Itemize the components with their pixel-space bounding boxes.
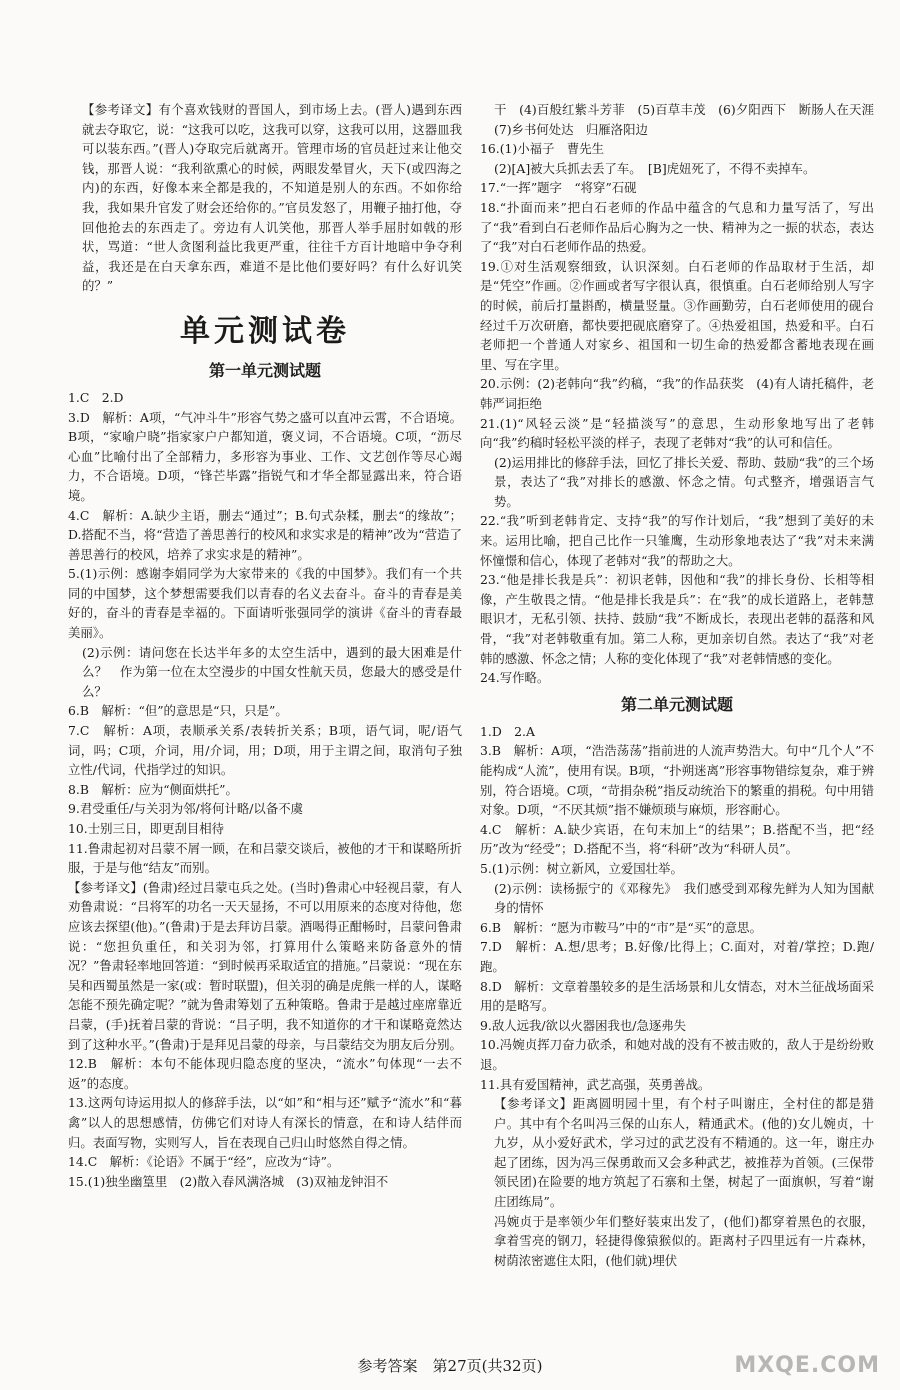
answer-item: 17.“一挥”题字 “将穿”石砚	[480, 180, 637, 196]
answer-item: (2)运用排比的修辞手法，回忆了排长关爱、帮助、鼓励“我”的三个场景，表达了“我”对排长的感激、怀念之情。句式整齐，增强语言气势。	[494, 454, 874, 509]
answer-item: 3.B 解析：A项，“浩浩荡荡”指前进的人流声势浩大。句中“几个人”不能构成“人流”，使用有误。B项，“扑朔迷离”形容事物错综复杂，难于辨别，符合语境。C项，“苛捐杂税”指反动统治下的繁重的捐税。句中用错对象。D项，“不厌其烦”指不嫌烦琐与麻烦，形容耐心。	[480, 743, 874, 818]
answer-item: 【参考译文】距离圆明园十里，有个村子叫谢庄，全村住的都是猎户。其中有个名叫冯三保的山东人，精通武术。(他的)女儿婉贞，十九岁，从小爱好武术，学习过的武艺没有不精通的。这一年，谢庄办起了团练，因为冯三保勇敢而又会多种武艺，被推荐为首领。(三保带领民团)在险要的地方筑起了石寨和土堡，树起了一面旗帜，写着“谢庄团练局”。	[494, 1096, 874, 1210]
answer-item: 20.示例：(2)老韩向“我”约稿，“我”的作品获奖 (4)有人请托稿件，老韩严词拒绝	[480, 376, 874, 411]
answer-item: 干 (4)百般红紫斗芳菲 (5)百草丰茂 (6)夕阳西下 断肠人在天涯 (7)乡书何处达 归雁洛阳边	[494, 102, 887, 137]
answer-item: 【参考译文】(鲁肃)经过吕蒙屯兵之处。(当时)鲁肃心中轻视吕蒙，有人劝鲁肃说：“吕将军的功名一天天显扬，不可以用原来的态度对待他，您应该去探望(他)。”(鲁肃)于是去拜访吕蒙。酒喝得正酣畅时，吕蒙问鲁肃说：“您担负重任，和关羽为邻，打算用什么策略来防备意外的情况？”鲁肃轻率地回答道：“到时候再采取适宜的措施。”吕蒙说：“现在东吴和西蜀虽然是一家(或：暂时联盟)，但关羽的确是虎熊一样的人，谋略怎能不预先确定呢？”就为鲁肃筹划了五种策略。鲁肃于是越过座席靠近吕蒙，(手)抚着吕蒙的背说：“吕子明，我不知道你的才干和谋略竟然达到了这种水平。”(鲁肃)于是拜见吕蒙的母亲，与吕蒙结交为朋友后分别。	[68, 879, 462, 1052]
unit2-title: 第二单元测试题	[620, 694, 733, 714]
answer-item: 11.具有爱国精神，武艺高强，英勇善战。	[480, 1076, 711, 1092]
answer-item: 22.“我”听到老韩肯定、支持“我”的写作计划后，“我”想到了美好的未来。运用比喻，把自己比作一只雏鹰，生动形象地表达了“我”对未来满怀憧憬和信心，体现了老韩对“我”的帮助之大。	[480, 513, 874, 568]
answer-page	[68, 100, 887, 1345]
answer-item: 14.C 解析：《论语》不属于“经”，应改为“诗”。	[68, 1154, 340, 1170]
right-column	[480, 100, 887, 1270]
unit1-title: 第一单元测试题	[208, 360, 321, 380]
answer-item: 5.(1)示例：感谢李娟同学为大家带来的《我的中国梦》。我们有一个共同的中国梦，这个梦想需要我们以青春的名义去奋斗。奋斗的青春是美好的，奋斗的青春是幸福的。下面请听张强同学的演讲《奋斗的青春最美丽》。	[68, 566, 462, 641]
answer-item: 10.士别三日，即更刮目相待	[68, 821, 225, 836]
answer-item: 18.“扑面而来”把白石老师的作品中蕴含的气息和力量写活了，写出了“我”看到白石老师作品后心胸为之一快、精神为之一振的状态，表达了“我”对白石老师作品的热爱。	[480, 199, 874, 255]
answer-item: 12.B 解析：本句不能体现归隐态度的坚决，“流水”句体现“一去不返”的态度。	[68, 1056, 462, 1091]
answer-item: 11.鲁肃起初对吕蒙不屑一顾，在和吕蒙交谈后，被他的才干和谋略所折服，于是与他“结友”而别。	[68, 840, 462, 876]
page-footer: 参考答案 第27页(共32页)	[357, 1357, 543, 1375]
answer-item: 15.(1)独坐幽篁里 (2)散入春风满洛城 (3)双袖龙钟泪不	[68, 1173, 389, 1189]
answer-item: 1.D 2.A	[480, 723, 535, 739]
answer-item: 24.写作略。	[480, 670, 550, 686]
answer-item: 16.(1)小福子 曹先生	[480, 141, 604, 157]
answer-item: 5.(1)示例：树立新风，立爱国壮举。	[480, 860, 683, 876]
answer-item: 1.C 2.D	[68, 389, 124, 405]
answer-item: 13.这两句诗运用拟人的修辞手法，以“如”和“相与还”赋予“流水”和“暮禽”以人的思想感情，仿佛它们对诗人有深长的情意，在和诗人结伴而归。表面写物，实则写人，旨在表现自己归山时悠然自得之情。	[68, 1095, 462, 1150]
left-column	[68, 100, 462, 1191]
answer-item: 7.C 解析：A项，表顺承关系/表转折关系；B项，语气词，呢/语气词，吗；C项，介词，用/介词，用；D项，用于主谓之间，取消句子独立性/代词，代指学过的知识。	[68, 723, 462, 778]
answer-item: 23.“他是排长我是兵”：初识老韩，因他和“我”的排长身份、长相等相像，产生敬畏之情。“他是排长我是兵”：在“我”的成长道路上，老韩慧眼识才，无私引领、扶持、鼓励“我”不断成长，表现出老韩的磊落和风骨，“我”对老韩敬重有加。第二人称，更加亲切自然。表达了“我”对老韩的感激、怀念之情；人称的变化体现了“我”对老韩情感的变化。	[480, 572, 874, 666]
answer-item: 冯婉贞于是率领少年们整好装束出发了，(他们)都穿着黑色的衣服，拿着雪亮的钢刀，轻捷得像猿猴似的。距离村子四里远有一片森林，树荫浓密遮住太阳，(他们就)埋伏	[494, 1213, 874, 1268]
answer-item: 19.①对生活观察细致，认识深刻。白石老师的作品取材于生活，却是“凭空”作画。②作画或者写字很认真，很慎重。白石老师给别人写字的时候，前后打量斟酌，横量竖量。③作画勤劳，白石老师使用的砚台经过千万次研磨，都快要把砚底磨穿了。④热爱祖国，热爱和平。白石老师把一个普通人对家乡、祖国和一切生命的热爱都含蓄地表现在画里、写在字里。	[480, 258, 874, 372]
unit1-answers-continued	[480, 100, 887, 688]
answer-item: 3.D 解析：A项，“气冲斗牛”形容气势之盛可以直冲云霄，不合语境。B项，“家喻户晓”指家家户户都知道，褒义词，不合语境。C项，“沥尽心血”比喻付出了全部精力，多形容为事业、工作、文艺创作等尽心竭力，不合语境。D项，“锋芒毕露”指锐气和才华全都显露出来，符合语境。	[68, 409, 462, 503]
answer-item: 6.B 解析：“但”的意思是“只，只是”。	[68, 703, 288, 719]
answer-item: 10.冯婉贞挥刀奋力砍杀，和她对战的没有不被击败的，敌人于是纷纷败退。	[480, 1037, 874, 1072]
translation-paragraph: 【参考译文】有个喜欢钱财的晋国人，到市场上去。(晋人)遇到东西就去夺取它，说：“这我可以吃，这我可以穿，这我可以用，这器皿我可以装东西。”(晋人)夺取完后就离开。管理市场的官员赶过来让他交钱，那晋人说：“我利欲熏心的时候，两眼发晕冒火，天下(或四海之内)的东西，好像本来全都是我的，不知道是别人的东西。不如你给我，我如果升官发了财会还给你的。”官员发怒了，用鞭子抽打他，夺回他抢去的东西走了。旁边有人讥笑他，那晋人举手屈肘如戟的形状，骂道：“世人贪图利益比我更严重，往往千方百计地暗中争夺利益，我还是在白天拿东西，难道不是比他们要好吗？有什么好讥笑的？”	[82, 102, 462, 294]
answer-item: 4.C 解析：A.缺少宾语，在句末加上“的结果”；B.搭配不当，把“经历”改为“经受”；D.搭配不当，将“科研”改为“科研人员”。	[480, 821, 874, 857]
answer-item: 8.D 解析：文章着墨较多的是生活场景和儿女情态，对木兰征战场面采用的是略写。	[480, 978, 874, 1014]
answer-item: 6.B 解析：“愿为市鞍马”中的“市”是“买”的意思。	[480, 919, 762, 935]
answer-item: (2)示例：请问您在长达半年多的太空生活中，遇到的最大困难是什么？ 作为第一位在太空漫步的中国女性航天员，您最大的感受是什么？	[82, 644, 462, 699]
unit2-answers	[480, 722, 874, 1271]
answer-item: 21.(1)“风轻云淡”是“轻描淡写”的意思，生动形象地写出了老韩向“我”约稿时轻松平淡的样子，表现了老韩对“我”的认可和信任。	[480, 415, 874, 451]
answer-item: 8.B 解析：应为“侧面烘托”。	[68, 781, 238, 797]
unit1-answers	[68, 388, 462, 1191]
watermark-logo: MXQE.COM	[734, 1353, 880, 1378]
answer-item: (2)[A]被大兵抓去丢了车。 [B]虎妞死了，不得不卖掉车。	[494, 160, 816, 176]
answer-item: 7.D 解析：A.想/思考；B.好像/比得上；C.面对，对着/掌控；D.跑/跑。	[480, 939, 874, 974]
answer-item: (2)示例：读杨振宁的《邓稼先》 我们感受到邓稼先鲜为人知为国献身的情怀	[494, 880, 874, 916]
answer-item: 9.君受重任/与关羽为邻/将何计略/以备不虞	[68, 801, 303, 817]
answer-item: 4.C 解析：A.缺少主语，删去“通过”；B.句式杂糅，删去“的缘故”；D.搭配不当，将“营造了善思善行的校风和求实求是的精神”改为“营造了善思善行的校风，培养了求实求是的精神”。	[68, 507, 462, 562]
answer-item: 9.敌人远我/欲以火器困我也/急逐弗失	[480, 1017, 687, 1033]
section-title: 单元测试卷	[180, 313, 350, 349]
